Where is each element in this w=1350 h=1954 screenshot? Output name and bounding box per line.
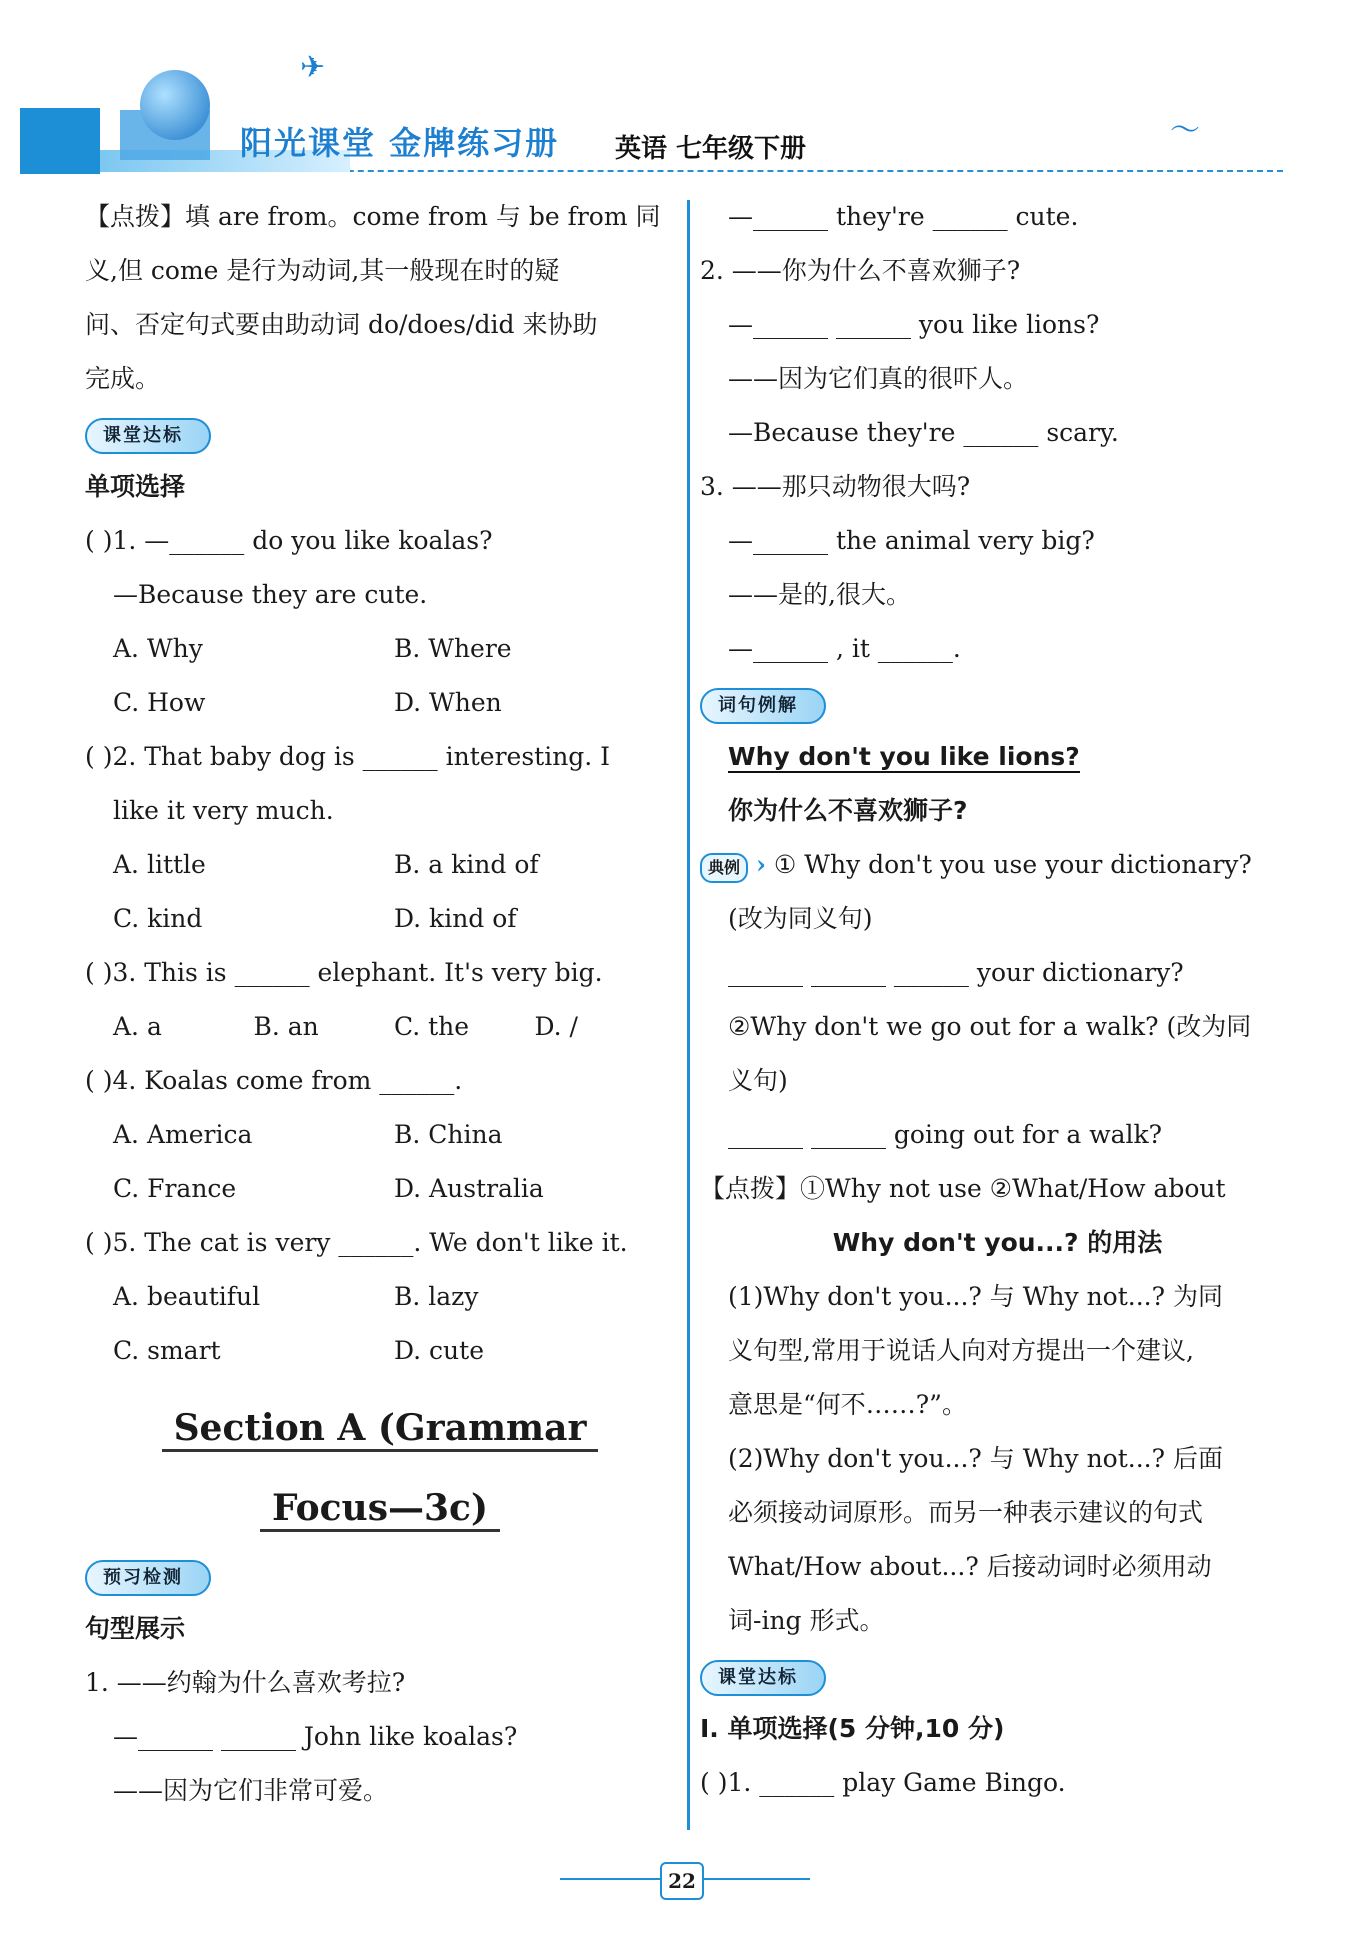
question-5: ( )5. The cat is very ______. We don't like it.	[85, 1228, 628, 1257]
key-sentence-en-text: Why don't you like lions?	[728, 742, 1080, 771]
bird-icon: 〜	[1170, 113, 1200, 148]
options-row	[85, 1162, 675, 1216]
section-tag-class-practice: 课堂达标	[85, 418, 211, 454]
key-sentence-en	[700, 730, 1295, 784]
options-row	[85, 1270, 675, 1324]
options-row	[85, 1324, 675, 1378]
section-tag-word-explanation: 词句例解	[700, 688, 826, 724]
option: A. little	[113, 850, 206, 879]
tip-line: 问、否定句式要由助动词 do/does/did 来协助	[85, 310, 598, 339]
globe-icon	[140, 70, 210, 140]
sentence-item: 2. ——你为什么不喜欢狮子?	[700, 256, 1021, 285]
tip-answer: 【点拨】①Why not use ②What/How about	[700, 1174, 1226, 1203]
option: D. kind of	[394, 904, 517, 933]
section-title	[85, 1468, 675, 1548]
question-4: ( )4. Koalas come from ______.	[85, 1066, 463, 1095]
options-row	[85, 676, 675, 730]
option: A. America	[113, 1120, 253, 1149]
option: C. the	[394, 1012, 470, 1041]
heading-single-choice: 单项选择	[85, 472, 186, 501]
options-row	[85, 1108, 675, 1162]
section-title-line2: Focus—3c)	[260, 1487, 500, 1532]
option: A. beautiful	[113, 1282, 261, 1311]
example-badge: 典例	[700, 853, 748, 883]
question-2: ( )2. That baby dog is ______ interesting. I	[85, 742, 611, 771]
option: A. a	[113, 1012, 162, 1041]
option: C. How	[113, 688, 206, 717]
options-row	[85, 892, 675, 946]
section-title-line1: Section A (Grammar	[162, 1407, 599, 1452]
example-text: ① Why don't you use your dictionary?	[773, 850, 1252, 879]
usage-line: 意思是“何不……?”。	[728, 1390, 967, 1419]
option: B. an	[253, 1012, 319, 1041]
sentence-item: —______ , it ______.	[728, 634, 961, 663]
question-1-cont: —Because they are cute.	[113, 580, 428, 609]
option: B. China	[394, 1120, 503, 1149]
page-number: 22	[660, 1862, 704, 1900]
chevron-right-icon: ›	[755, 850, 766, 879]
option: B. lazy	[394, 1282, 479, 1311]
option: B. a kind of	[394, 850, 539, 879]
options-row	[85, 838, 675, 892]
option: D. /	[534, 1012, 578, 1041]
column-divider	[687, 200, 690, 1830]
question-1: ( )1. ______ play Game Bingo.	[700, 1768, 1066, 1797]
left-column	[85, 190, 675, 1818]
question-2-cont: like it very much.	[113, 796, 334, 825]
sentence-item: ——是的,很大。	[728, 580, 911, 609]
section-tag-preview-check: 预习检测	[85, 1560, 211, 1596]
example-line	[700, 838, 1295, 892]
question-3: ( )3. This is ______ elephant. It's very big.	[85, 958, 603, 987]
usage-line: (1)Why don't you...? 与 Why not...? 为同	[728, 1282, 1223, 1311]
usage-line: 义句型,常用于说话人向对方提出一个建议,	[728, 1336, 1194, 1365]
usage-line: 必须接动词原形。而另一种表示建议的句式	[728, 1498, 1204, 1527]
option: C. kind	[113, 904, 203, 933]
paper-plane-icon: ✈	[300, 50, 326, 85]
option: D. Australia	[394, 1174, 544, 1203]
options-row	[85, 622, 675, 676]
sentence-item: —______ ______ John like koalas?	[113, 1722, 518, 1751]
page-header	[0, 0, 1350, 180]
usage-line: (2)Why don't you...? 与 Why not...? 后面	[728, 1444, 1223, 1473]
question-1: ( )1. —______ do you like koalas?	[85, 526, 493, 555]
sentence-item: —______ ______ you like lions?	[728, 310, 1100, 339]
sentence-item: ——因为它们非常可爱。	[113, 1776, 389, 1805]
option: C. smart	[113, 1336, 221, 1365]
sentence-item: —______ they're ______ cute.	[728, 202, 1079, 231]
usage-line: 词-ing 形式。	[728, 1606, 885, 1635]
tip-line: 义,但 come 是行为动词,其一般现在时的疑	[85, 256, 560, 285]
example-line: 义句)	[728, 1066, 788, 1095]
key-sentence-zh: 你为什么不喜欢狮子?	[728, 796, 968, 825]
options-row	[85, 1000, 675, 1054]
sentence-item: 3. ——那只动物很大吗?	[700, 472, 971, 501]
option: D. When	[394, 688, 502, 717]
usage-title: Why don't you...? 的用法	[832, 1228, 1163, 1257]
example-line: (改为同义句)	[728, 904, 873, 933]
section-title	[85, 1388, 675, 1468]
sentence-item: ——因为它们真的很吓人。	[728, 364, 1029, 393]
heading-sentence-patterns: 句型展示	[85, 1614, 186, 1643]
option: D. cute	[394, 1336, 484, 1365]
subject-title: 英语 七年级下册	[615, 134, 807, 164]
option: A. Why	[113, 634, 203, 663]
tip-line: 完成。	[85, 364, 161, 393]
option: B. Where	[394, 634, 512, 663]
example-line: ______ ______ going out for a walk?	[728, 1120, 1163, 1149]
example-line: ______ ______ ______ your dictionary?	[728, 958, 1184, 987]
sentence-item: 1. ——约翰为什么喜欢考拉?	[85, 1668, 406, 1697]
sentence-item: —______ the animal very big?	[728, 526, 1095, 555]
option: C. France	[113, 1174, 237, 1203]
heading-single-choice: Ⅰ. 单项选择(5 分钟,10 分)	[700, 1714, 1005, 1743]
header-blue-bar	[20, 108, 100, 174]
sentence-item: —Because they're ______ scary.	[728, 418, 1119, 447]
series-title: 阳光课堂 金牌练习册	[240, 124, 560, 162]
example-line: ②Why don't we go out for a walk? (改为同	[728, 1012, 1252, 1041]
usage-line: What/How about...? 后接动词时必须用动	[728, 1552, 1212, 1581]
section-tag-class-practice: 课堂达标	[700, 1660, 826, 1696]
tip-line: 【点拨】填 are from。come from 与 be from 同	[85, 202, 661, 231]
right-column	[700, 190, 1295, 1810]
